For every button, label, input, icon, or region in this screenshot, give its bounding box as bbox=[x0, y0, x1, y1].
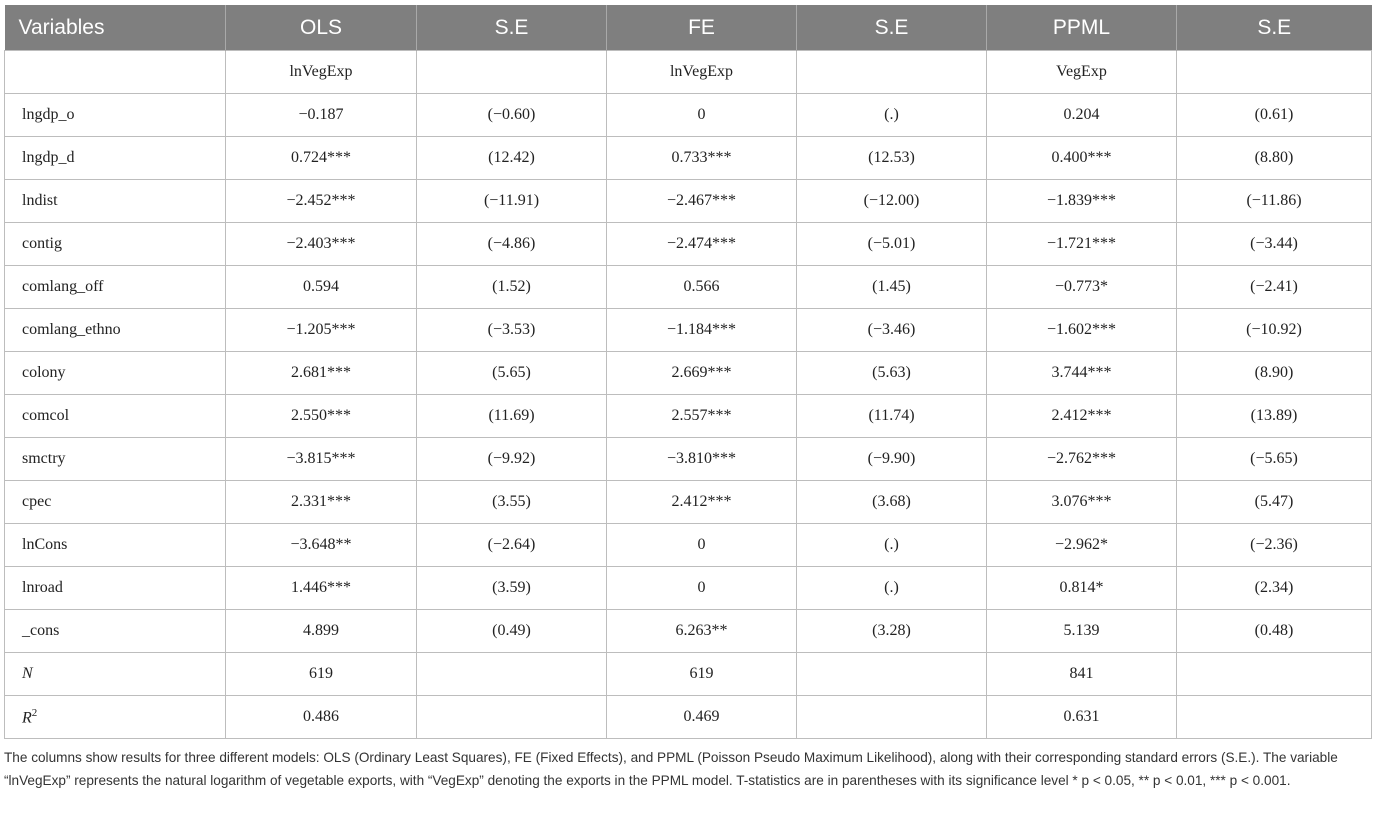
cell-ppml: 0.631 bbox=[987, 696, 1177, 739]
cell-ols: 1.446*** bbox=[226, 567, 417, 610]
cell-ols: lnVegExp bbox=[226, 51, 417, 94]
cell-ppml-se: (−11.86) bbox=[1177, 180, 1372, 223]
row-label: _cons bbox=[5, 610, 226, 653]
table-row bbox=[5, 524, 1372, 567]
cell-fe-se: (−5.01) bbox=[797, 223, 987, 266]
row-label: colony bbox=[5, 352, 226, 395]
cell-ols-se: (3.55) bbox=[417, 481, 607, 524]
r-squared-superscript: 2 bbox=[31, 706, 38, 719]
cell-ppml-se: (8.80) bbox=[1177, 137, 1372, 180]
cell-fe: 2.669*** bbox=[607, 352, 797, 395]
header-fe: FE bbox=[607, 5, 797, 51]
cell-fe-se: (1.45) bbox=[797, 266, 987, 309]
cell-ppml-se: (−2.36) bbox=[1177, 524, 1372, 567]
cell-ols-se bbox=[417, 696, 607, 739]
cell-ols: 4.899 bbox=[226, 610, 417, 653]
table-row bbox=[5, 137, 1372, 180]
row-label: lndist bbox=[5, 180, 226, 223]
cell-fe-se bbox=[797, 51, 987, 94]
cell-ols-se: (−9.92) bbox=[417, 438, 607, 481]
cell-fe: −2.474*** bbox=[607, 223, 797, 266]
cell-fe-se: (5.63) bbox=[797, 352, 987, 395]
cell-fe: 0 bbox=[607, 94, 797, 137]
cell-ols-se: (−4.86) bbox=[417, 223, 607, 266]
cell-fe-se: (.) bbox=[797, 567, 987, 610]
cell-ols: 0.594 bbox=[226, 266, 417, 309]
cell-fe: 0.566 bbox=[607, 266, 797, 309]
cell-ppml: −1.839*** bbox=[987, 180, 1177, 223]
table-row bbox=[5, 51, 1372, 94]
row-label: lnroad bbox=[5, 567, 226, 610]
cell-ppml-se: (8.90) bbox=[1177, 352, 1372, 395]
cell-ols-se: (−3.53) bbox=[417, 309, 607, 352]
cell-fe-se: (3.28) bbox=[797, 610, 987, 653]
cell-fe-se: (11.74) bbox=[797, 395, 987, 438]
cell-ppml-se: (13.89) bbox=[1177, 395, 1372, 438]
cell-ppml: VegExp bbox=[987, 51, 1177, 94]
cell-ols-se: (0.49) bbox=[417, 610, 607, 653]
regression-results-table bbox=[4, 5, 1372, 739]
cell-ppml-se: (0.48) bbox=[1177, 610, 1372, 653]
table-header-row bbox=[5, 5, 1372, 51]
cell-fe: 0.733*** bbox=[607, 137, 797, 180]
cell-fe-se: (−12.00) bbox=[797, 180, 987, 223]
cell-ppml: −0.773* bbox=[987, 266, 1177, 309]
cell-ols-se bbox=[417, 653, 607, 696]
row-label: comlang_ethno bbox=[5, 309, 226, 352]
cell-ols-se: (3.59) bbox=[417, 567, 607, 610]
table-row bbox=[5, 653, 1372, 696]
cell-fe: 6.263** bbox=[607, 610, 797, 653]
cell-ols: −2.452*** bbox=[226, 180, 417, 223]
table-row bbox=[5, 481, 1372, 524]
header-ols: OLS bbox=[226, 5, 417, 51]
cell-fe-se: (12.53) bbox=[797, 137, 987, 180]
cell-fe-se bbox=[797, 653, 987, 696]
cell-ppml: 0.400*** bbox=[987, 137, 1177, 180]
cell-ppml-se bbox=[1177, 653, 1372, 696]
cell-ppml: 841 bbox=[987, 653, 1177, 696]
row-label: lngdp_d bbox=[5, 137, 226, 180]
cell-ols: −1.205*** bbox=[226, 309, 417, 352]
header-variables: Variables bbox=[5, 5, 226, 51]
row-label bbox=[5, 51, 226, 94]
cell-ols-se: (−0.60) bbox=[417, 94, 607, 137]
cell-fe: 2.412*** bbox=[607, 481, 797, 524]
cell-fe: lnVegExp bbox=[607, 51, 797, 94]
header-ols-se: S.E bbox=[417, 5, 607, 51]
table-row bbox=[5, 180, 1372, 223]
cell-fe: −3.810*** bbox=[607, 438, 797, 481]
cell-ols: 2.681*** bbox=[226, 352, 417, 395]
cell-fe-se: (−9.90) bbox=[797, 438, 987, 481]
cell-ols-se: (1.52) bbox=[417, 266, 607, 309]
table-row bbox=[5, 610, 1372, 653]
cell-ppml: −2.762*** bbox=[987, 438, 1177, 481]
cell-ppml: 0.814* bbox=[987, 567, 1177, 610]
cell-ppml: −1.721*** bbox=[987, 223, 1177, 266]
cell-ppml: 0.204 bbox=[987, 94, 1177, 137]
cell-ppml-se: (0.61) bbox=[1177, 94, 1372, 137]
cell-ppml-se: (−5.65) bbox=[1177, 438, 1372, 481]
r-symbol: R bbox=[22, 709, 32, 727]
cell-ols-se: (−2.64) bbox=[417, 524, 607, 567]
cell-ppml: 3.076*** bbox=[987, 481, 1177, 524]
cell-fe-se: (−3.46) bbox=[797, 309, 987, 352]
cell-ppml-se bbox=[1177, 696, 1372, 739]
row-label: lnCons bbox=[5, 524, 226, 567]
cell-ols: −0.187 bbox=[226, 94, 417, 137]
table-row bbox=[5, 352, 1372, 395]
row-label: lngdp_o bbox=[5, 94, 226, 137]
cell-fe: 0 bbox=[607, 567, 797, 610]
header-ppml-se: S.E bbox=[1177, 5, 1372, 51]
cell-ppml-se: (2.34) bbox=[1177, 567, 1372, 610]
cell-fe-se: (3.68) bbox=[797, 481, 987, 524]
row-label: smctry bbox=[5, 438, 226, 481]
cell-ols: 2.550*** bbox=[226, 395, 417, 438]
header-ppml: PPML bbox=[987, 5, 1177, 51]
cell-fe: 619 bbox=[607, 653, 797, 696]
cell-ols-se: (11.69) bbox=[417, 395, 607, 438]
table-row bbox=[5, 395, 1372, 438]
table-row bbox=[5, 696, 1372, 739]
cell-ppml: −2.962* bbox=[987, 524, 1177, 567]
cell-ols-se: (12.42) bbox=[417, 137, 607, 180]
cell-ols: 2.331*** bbox=[226, 481, 417, 524]
cell-fe-se bbox=[797, 696, 987, 739]
row-label: comlang_off bbox=[5, 266, 226, 309]
cell-ppml-se: (−3.44) bbox=[1177, 223, 1372, 266]
cell-ols: −3.648** bbox=[226, 524, 417, 567]
cell-fe: 0.469 bbox=[607, 696, 797, 739]
cell-fe-se: (.) bbox=[797, 524, 987, 567]
table-footnote: The columns show results for three different models: OLS (Ordinary Least Squares), FE (Fixed Effects), and PPML (Poisson Pseudo Maximum Likelihood), along with their corresponding standard errors (S.E.). The variable “lnVegExp” represents the natural logarithm of vegetable exports, with “VegExp” denoting the exports in the PPML model. T-statistics are in parentheses with its significance level * p < 0.05, ** p < 0.01, *** p < 0.001. bbox=[4, 750, 1338, 788]
cell-ols: −2.403*** bbox=[226, 223, 417, 266]
cell-ols-se: (−11.91) bbox=[417, 180, 607, 223]
row-label: cpec bbox=[5, 481, 226, 524]
table-row bbox=[5, 309, 1372, 352]
cell-ppml: 5.139 bbox=[987, 610, 1177, 653]
cell-ppml-se: (5.47) bbox=[1177, 481, 1372, 524]
cell-ols-se bbox=[417, 51, 607, 94]
table-row bbox=[5, 94, 1372, 137]
cell-ppml: 3.744*** bbox=[987, 352, 1177, 395]
cell-fe: 2.557*** bbox=[607, 395, 797, 438]
row-label: comcol bbox=[5, 395, 226, 438]
cell-fe-se: (.) bbox=[797, 94, 987, 137]
row-label-r-squared bbox=[5, 696, 226, 739]
cell-ppml-se: (−10.92) bbox=[1177, 309, 1372, 352]
table-row bbox=[5, 567, 1372, 610]
cell-fe: 0 bbox=[607, 524, 797, 567]
table-row bbox=[5, 223, 1372, 266]
cell-ols: 619 bbox=[226, 653, 417, 696]
cell-ols-se: (5.65) bbox=[417, 352, 607, 395]
cell-fe: −1.184*** bbox=[607, 309, 797, 352]
results-table-container bbox=[4, 5, 1371, 739]
header-fe-se: S.E bbox=[797, 5, 987, 51]
table-row bbox=[5, 438, 1372, 481]
cell-ols: −3.815*** bbox=[226, 438, 417, 481]
cell-ppml: 2.412*** bbox=[987, 395, 1177, 438]
cell-ols: 0.724*** bbox=[226, 137, 417, 180]
table-row bbox=[5, 266, 1372, 309]
cell-ols: 0.486 bbox=[226, 696, 417, 739]
cell-ppml-se bbox=[1177, 51, 1372, 94]
cell-ppml: −1.602*** bbox=[987, 309, 1177, 352]
cell-fe: −2.467*** bbox=[607, 180, 797, 223]
row-label: contig bbox=[5, 223, 226, 266]
row-label-n: N bbox=[5, 653, 226, 696]
cell-ppml-se: (−2.41) bbox=[1177, 266, 1372, 309]
